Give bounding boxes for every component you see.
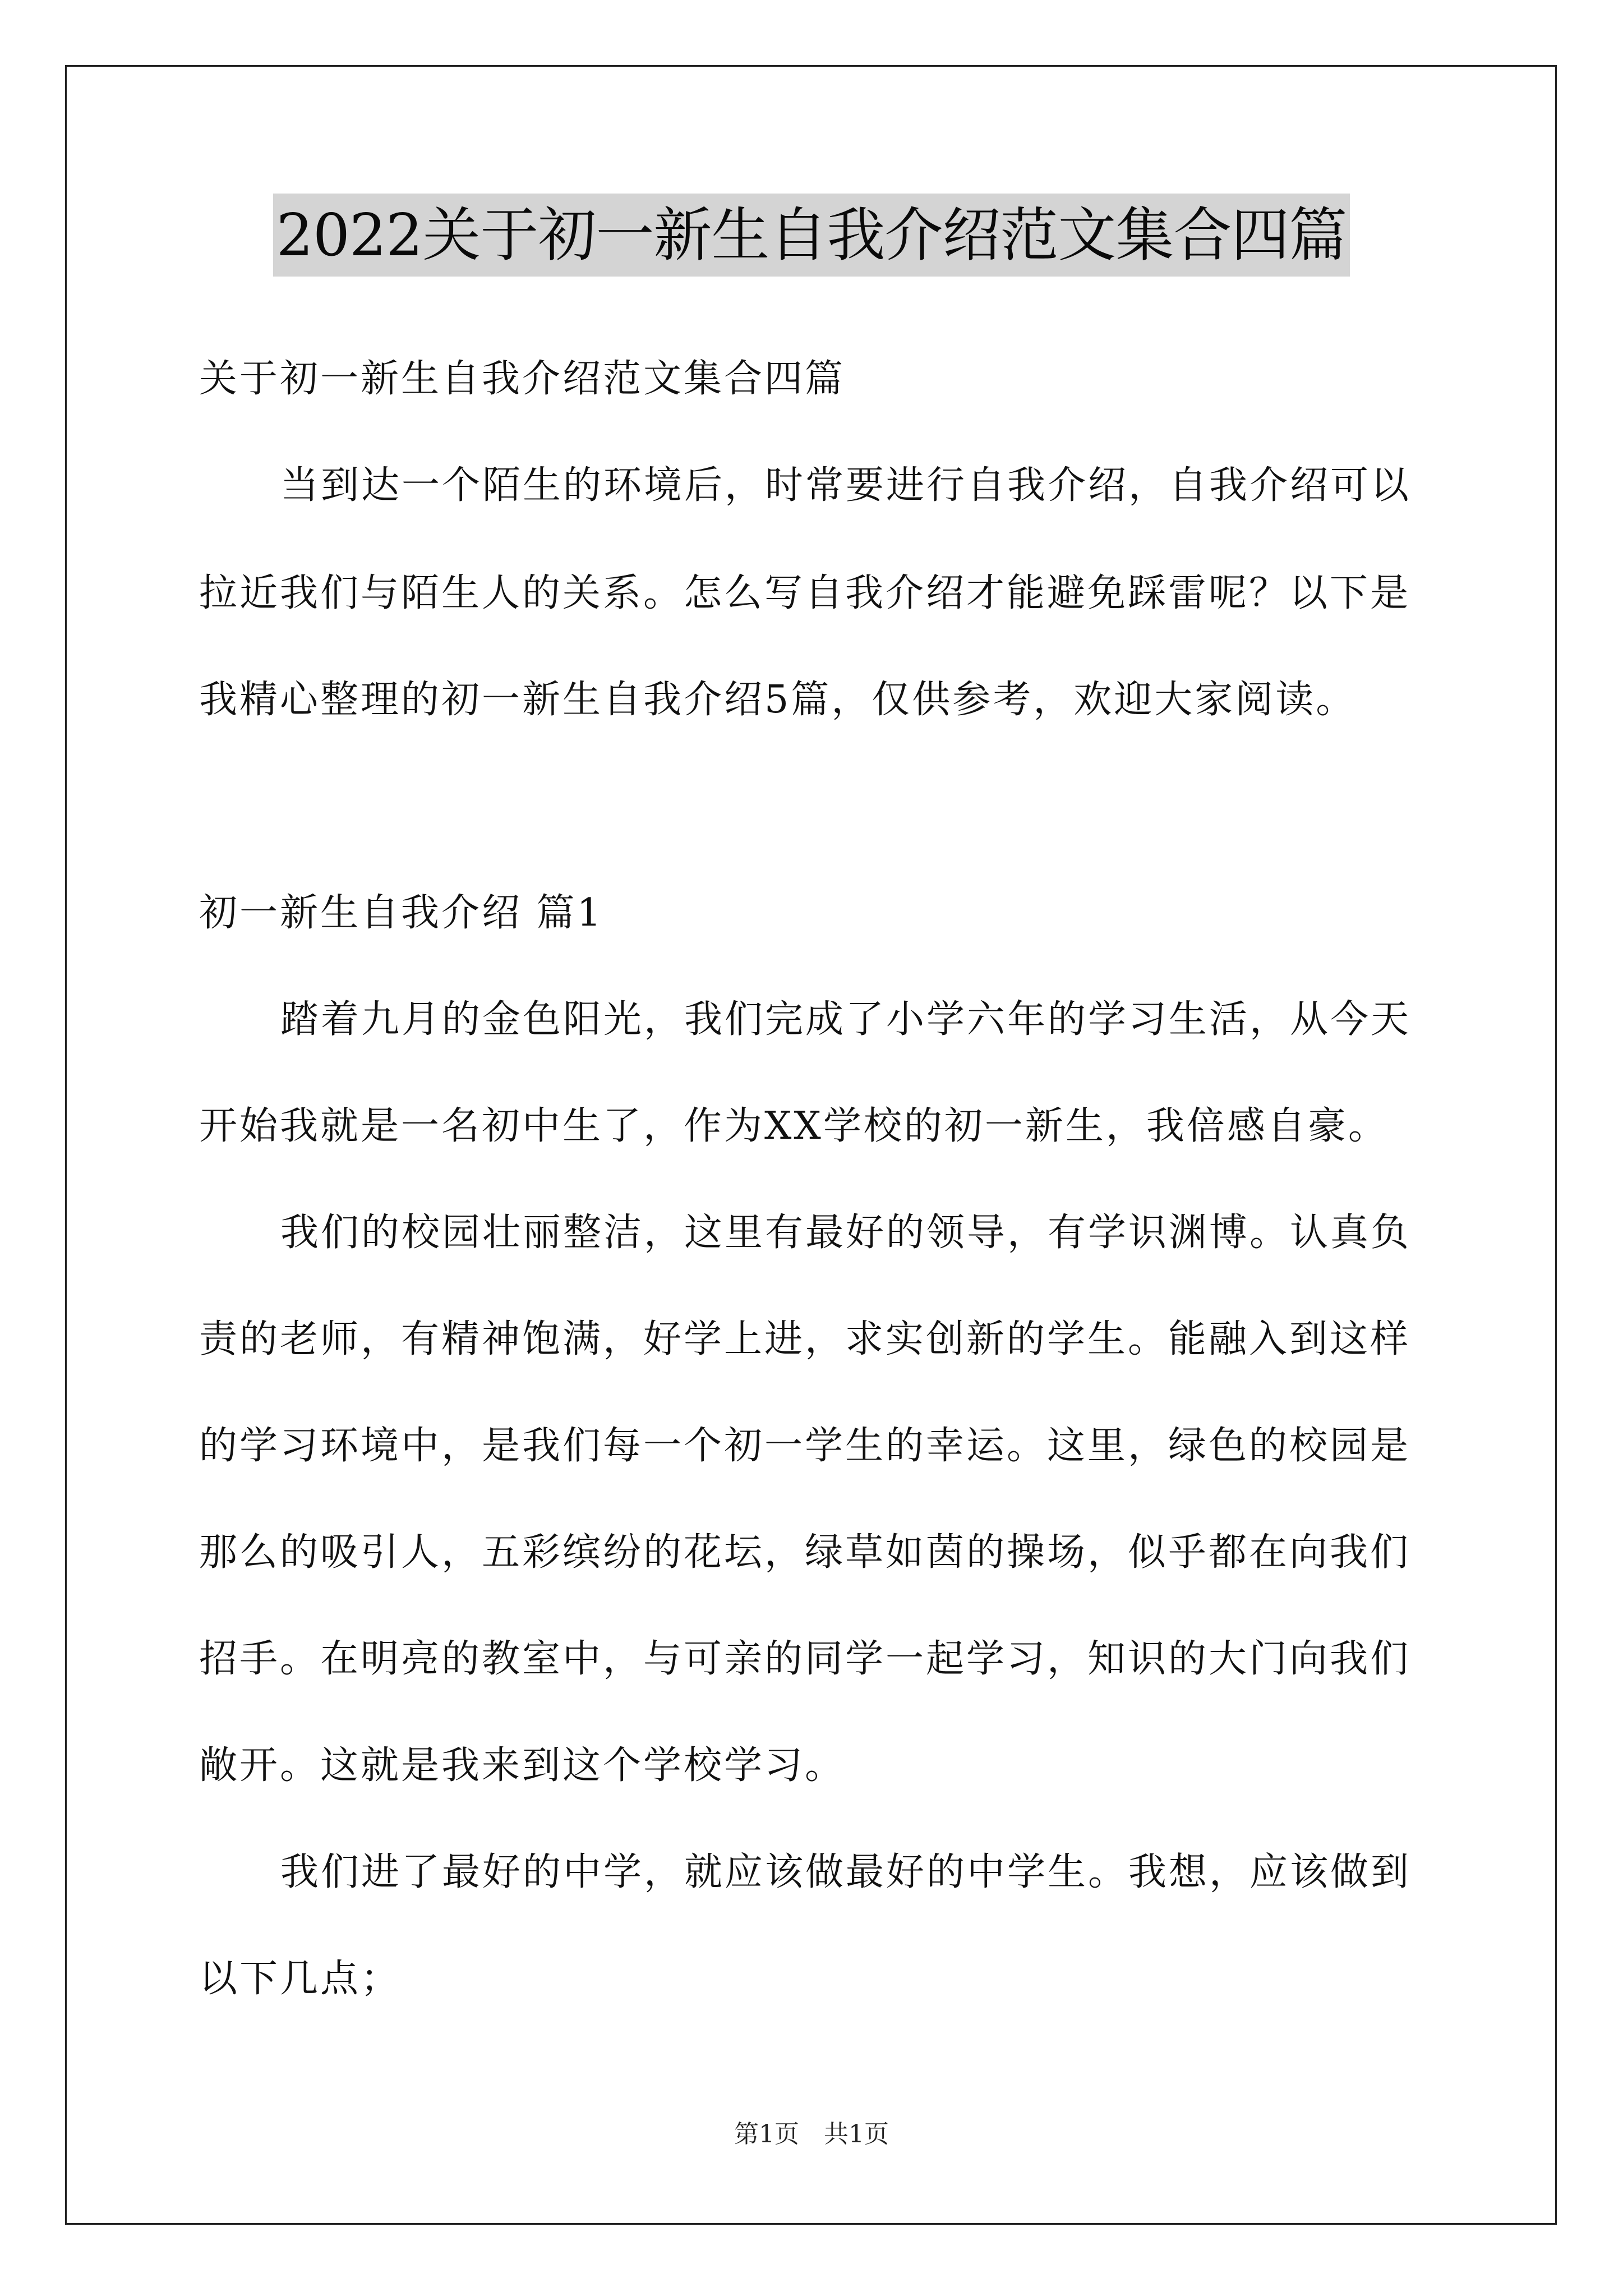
document-subtitle: 关于初一新生自我介绍范文集合四篇 [199, 357, 846, 401]
paragraph-line: 以下几点； [199, 1957, 402, 2001]
paragraph-line: 踏着九月的金色阳光，我们完成了小学六年的学习生活，从今天 [280, 997, 1412, 1042]
paragraph-line: 敞开。这就是我来到这个学校学习。 [199, 1743, 846, 1788]
page-footer: 第1页 共1页 [734, 2120, 889, 2148]
paragraph-line: 开始我就是一名初中生了，作为XX学校的初一新生，我倍感自豪。 [199, 1104, 1389, 1148]
intro-line: 当到达一个陌生的环境后，时常要进行自我介绍，自我介绍可以 [280, 463, 1412, 508]
paragraph-line: 我们的校园壮丽整洁，这里有最好的领导，有学识渊博。认真负 [280, 1211, 1412, 1255]
paragraph-line: 招手。在明亮的教室中，与可亲的同学一起学习，知识的大门向我们 [199, 1637, 1411, 1681]
paragraph-line: 的学习环境中，是我们每一个初一学生的幸运。这里，绿色的校园是 [199, 1424, 1411, 1468]
paragraph-line: 我们进了最好的中学，就应该做最好的中学生。我想，应该做到 [280, 1850, 1412, 1894]
document-title: 2022关于初一新生自我介绍范文集合四篇 [273, 194, 1350, 277]
paragraph-line: 责的老师，有精神饱满，好学上进，求实创新的学生。能融入到这样 [199, 1317, 1411, 1361]
title-container [0, 194, 1623, 277]
section-heading: 初一新生自我介绍 篇1 [199, 891, 603, 935]
intro-line: 拉近我们与陌生人的关系。怎么写自我介绍才能避免踩雷呢？以下是 [199, 571, 1411, 615]
intro-line: 我精心整理的初一新生自我介绍5篇，仅供参考，欢迎大家阅读。 [199, 678, 1357, 722]
paragraph-line: 那么的吸引人，五彩缤纷的花坛，绿草如茵的操场，似乎都在向我们 [199, 1530, 1411, 1575]
